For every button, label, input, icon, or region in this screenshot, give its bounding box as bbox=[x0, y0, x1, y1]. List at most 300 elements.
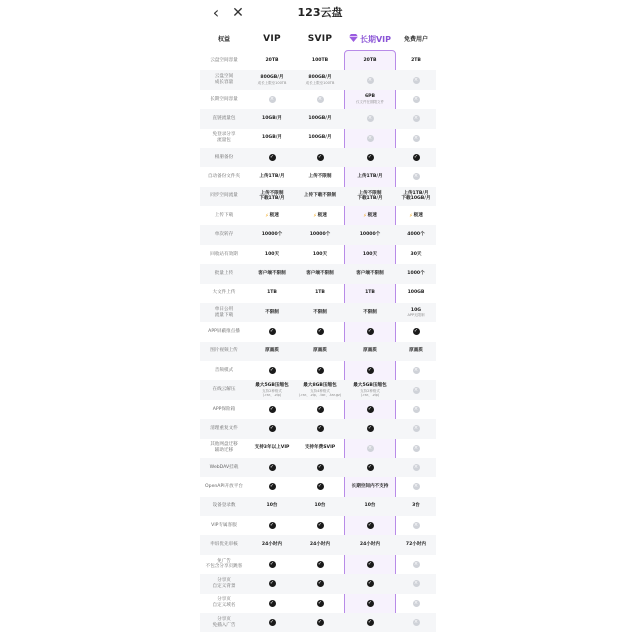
cell-value: 上传下载不限制 bbox=[303, 193, 337, 199]
cell-value: 100天 bbox=[264, 251, 280, 257]
cell-value: 30天 bbox=[410, 251, 422, 257]
svip-cell bbox=[296, 167, 344, 186]
vip-cell bbox=[248, 361, 296, 380]
svip-cell bbox=[296, 303, 344, 322]
check-icon: ✓ bbox=[413, 328, 419, 335]
cell-value: 10台 bbox=[266, 503, 278, 509]
unavailable-icon: × bbox=[413, 522, 419, 529]
check-icon: ✓ bbox=[317, 328, 323, 335]
cell-value: 最大8GB压缩包 bbox=[303, 382, 337, 388]
long-cell bbox=[344, 613, 396, 632]
vip-cell bbox=[248, 245, 296, 264]
lightning-icon: ⚡ bbox=[265, 212, 269, 219]
check-icon: ✓ bbox=[269, 464, 275, 471]
cell-value: 100GB/月 bbox=[308, 135, 332, 141]
svip-cell bbox=[296, 516, 344, 535]
cell-value: 最大5GB压缩包 bbox=[255, 382, 289, 388]
free-cell bbox=[396, 516, 436, 535]
long-cell bbox=[344, 497, 396, 516]
vip-cell bbox=[248, 458, 296, 477]
table-row bbox=[200, 167, 436, 186]
unavailable-icon: × bbox=[413, 619, 419, 626]
unavailable-icon: × bbox=[367, 444, 373, 451]
check-icon: ✓ bbox=[367, 425, 373, 432]
unavailable-icon: × bbox=[413, 173, 419, 180]
check-icon: ✓ bbox=[367, 328, 373, 335]
table-row bbox=[200, 497, 436, 516]
check-icon: ✓ bbox=[269, 560, 275, 567]
svip-cell bbox=[296, 70, 344, 89]
feature-label: APP保险箱 bbox=[212, 406, 236, 412]
svip-cell bbox=[296, 264, 344, 283]
cell-value: 100天 bbox=[312, 251, 328, 257]
feature-label: 单日公用 流量下载 bbox=[214, 306, 234, 318]
cell-value: 不限制 bbox=[313, 309, 327, 315]
long-cell bbox=[344, 187, 396, 206]
cell-value: 4000个 bbox=[407, 232, 425, 238]
cell-value: 1TB bbox=[315, 290, 325, 296]
table-row bbox=[200, 322, 436, 341]
vip-cell bbox=[248, 380, 296, 399]
cell-value: 10GB/月 bbox=[262, 115, 282, 121]
long-cell bbox=[344, 225, 396, 244]
table-row bbox=[200, 342, 436, 361]
unavailable-icon: × bbox=[367, 115, 373, 122]
feature-label: 批量上传 bbox=[214, 270, 234, 276]
cell-value: 2TB bbox=[411, 57, 421, 63]
check-icon: ✓ bbox=[367, 154, 373, 161]
long-cell bbox=[344, 167, 396, 186]
cell-value: 客户端不限制 bbox=[258, 270, 286, 276]
free-cell bbox=[396, 167, 436, 186]
comparison-table bbox=[200, 51, 436, 632]
vip-cell bbox=[248, 148, 296, 167]
long-cell bbox=[344, 400, 396, 419]
free-cell bbox=[396, 594, 436, 613]
table-row bbox=[200, 51, 436, 70]
check-icon: ✓ bbox=[269, 154, 275, 161]
speed-text: 极速 bbox=[367, 212, 377, 218]
long-cell bbox=[344, 477, 396, 496]
svip-cell bbox=[296, 594, 344, 613]
table-row bbox=[200, 439, 436, 458]
check-icon: ✓ bbox=[317, 405, 323, 412]
free-cell bbox=[396, 129, 436, 148]
table-row bbox=[200, 264, 436, 283]
free-cell bbox=[396, 51, 436, 70]
free-cell bbox=[396, 380, 436, 399]
table-row bbox=[200, 187, 436, 206]
cell-value: 20TB bbox=[265, 57, 279, 63]
vip-cell bbox=[248, 109, 296, 128]
long-cell bbox=[344, 303, 396, 322]
vip-cell bbox=[248, 342, 296, 361]
cell-value: 3台 bbox=[412, 503, 420, 509]
cell-value: 上传1TB/月 下载10GB/月 bbox=[401, 190, 431, 202]
vip-cell bbox=[248, 167, 296, 186]
check-icon: ✓ bbox=[269, 522, 275, 529]
long-cell bbox=[344, 574, 396, 593]
long-cell bbox=[344, 380, 396, 399]
long-cell bbox=[344, 264, 396, 283]
check-icon: ✓ bbox=[413, 154, 419, 161]
table-row bbox=[200, 535, 436, 554]
feature-label: 云盘空间容量 bbox=[210, 57, 238, 63]
feature-label: 免登录分享 流量包 bbox=[212, 132, 236, 144]
cell-note: 成长上限至100TB bbox=[305, 80, 335, 85]
cell-value: 不限制 bbox=[265, 309, 279, 315]
cell-value: 100GB bbox=[407, 290, 425, 296]
long-cell bbox=[344, 109, 396, 128]
cell-value: 10GB/月 bbox=[262, 135, 282, 141]
cell-value: 上传1TB/月 bbox=[357, 174, 383, 180]
check-icon: ✓ bbox=[317, 464, 323, 471]
table-row bbox=[200, 90, 436, 109]
table-row bbox=[200, 129, 436, 148]
vip-cell bbox=[248, 555, 296, 574]
cell-note: 支持2种格式 (.rar、.zip) bbox=[262, 388, 282, 397]
unavailable-icon: × bbox=[413, 560, 419, 567]
unavailable-icon: × bbox=[317, 95, 323, 102]
long-cell bbox=[344, 361, 396, 380]
column-header-vip: VIP bbox=[263, 34, 281, 44]
cell-value: 支持年费SVIP bbox=[304, 445, 336, 451]
vip-cell bbox=[248, 129, 296, 148]
check-icon: ✓ bbox=[317, 580, 323, 587]
check-icon: ✓ bbox=[367, 619, 373, 626]
unavailable-icon: × bbox=[413, 115, 419, 122]
table-row bbox=[200, 206, 436, 225]
speed-badge bbox=[363, 213, 377, 219]
free-cell bbox=[396, 148, 436, 167]
cell-note: 支持2种格式 (.rar、.zip) bbox=[360, 388, 380, 397]
check-icon: ✓ bbox=[367, 367, 373, 374]
cell-value: 10台 bbox=[364, 503, 376, 509]
check-icon: ✓ bbox=[269, 619, 275, 626]
long-cell bbox=[344, 245, 396, 264]
check-icon: ✓ bbox=[269, 405, 275, 412]
vip-cell bbox=[248, 90, 296, 109]
feature-label: 回收站有效期 bbox=[210, 251, 238, 257]
cell-value: 原画质 bbox=[265, 348, 279, 354]
column-header-long-vip bbox=[344, 31, 396, 48]
long-cell bbox=[344, 284, 396, 303]
table-row bbox=[200, 516, 436, 535]
feature-label: 同步空间流量 bbox=[210, 193, 238, 199]
check-icon: ✓ bbox=[317, 154, 323, 161]
free-cell bbox=[396, 555, 436, 574]
unavailable-icon: × bbox=[413, 405, 419, 412]
table-row bbox=[200, 419, 436, 438]
vip-cell bbox=[248, 516, 296, 535]
long-cell bbox=[344, 90, 396, 109]
free-cell bbox=[396, 497, 436, 516]
unavailable-icon: × bbox=[413, 95, 419, 102]
feature-label: 免广告 不包含分享页跳客 bbox=[205, 558, 243, 570]
long-cell bbox=[344, 535, 396, 554]
free-cell bbox=[396, 70, 436, 89]
unavailable-icon: × bbox=[413, 76, 419, 83]
unavailable-icon: × bbox=[413, 483, 419, 490]
free-cell bbox=[396, 284, 436, 303]
feature-label: APP屏蔽推点播 bbox=[208, 329, 240, 335]
free-cell bbox=[396, 574, 436, 593]
check-icon: ✓ bbox=[367, 464, 373, 471]
cell-value: 100TB bbox=[311, 57, 329, 63]
free-cell bbox=[396, 458, 436, 477]
unavailable-icon: × bbox=[413, 134, 419, 141]
cell-value: 上传不限制 下载1TB/月 bbox=[357, 190, 383, 202]
diamond-icon bbox=[349, 31, 358, 48]
long-cell bbox=[344, 458, 396, 477]
svip-cell bbox=[296, 419, 344, 438]
svip-cell bbox=[296, 109, 344, 128]
feature-label: 上传下载 bbox=[214, 212, 234, 218]
vip-cell bbox=[248, 497, 296, 516]
vip-cell bbox=[248, 51, 296, 70]
unavailable-icon: × bbox=[413, 464, 419, 471]
long-cell bbox=[344, 148, 396, 167]
free-cell bbox=[396, 342, 436, 361]
unavailable-icon: × bbox=[367, 76, 373, 83]
feature-label: 音频模式 bbox=[214, 367, 234, 373]
cell-value: 客户端不限制 bbox=[356, 270, 384, 276]
svip-cell bbox=[296, 439, 344, 458]
table-row bbox=[200, 225, 436, 244]
svip-cell bbox=[296, 51, 344, 70]
chevron-left-icon[interactable]: ‹ bbox=[212, 3, 220, 22]
check-icon: ✓ bbox=[317, 425, 323, 432]
check-icon: ✓ bbox=[367, 580, 373, 587]
cell-value: 10000个 bbox=[359, 232, 381, 238]
unavailable-icon: × bbox=[413, 425, 419, 432]
svip-cell bbox=[296, 245, 344, 264]
long-cell bbox=[344, 70, 396, 89]
cell-value: 上传不限制 bbox=[308, 174, 332, 180]
vip-cell bbox=[248, 613, 296, 632]
page-title: 123云盘 bbox=[297, 6, 343, 19]
long-cell bbox=[344, 342, 396, 361]
cell-note: 成长上限至100TB bbox=[257, 80, 287, 85]
table-row bbox=[200, 148, 436, 167]
feature-label: 大文件上传 bbox=[212, 290, 236, 296]
feature-label: 云盘空间 成长容量 bbox=[214, 74, 234, 86]
cell-value: 支持3年以上VIP bbox=[254, 445, 290, 451]
vip-cell bbox=[248, 439, 296, 458]
svip-cell bbox=[296, 148, 344, 167]
free-cell bbox=[396, 187, 436, 206]
cell-value: 72小时内 bbox=[405, 542, 427, 548]
long-cell bbox=[344, 206, 396, 225]
check-icon: ✓ bbox=[269, 328, 275, 335]
feature-label: 其他网盘迁移 辅助迁移 bbox=[210, 442, 238, 454]
svip-cell bbox=[296, 535, 344, 554]
table-row bbox=[200, 361, 436, 380]
long-cell bbox=[344, 51, 396, 70]
svip-cell bbox=[296, 361, 344, 380]
free-cell bbox=[396, 245, 436, 264]
svip-cell bbox=[296, 342, 344, 361]
feature-label: OpenAPI开放平台 bbox=[205, 484, 243, 490]
feature-label: 申诉优先审核 bbox=[210, 542, 238, 548]
unavailable-icon: × bbox=[269, 95, 275, 102]
feature-label: WebDAV挂载 bbox=[209, 464, 239, 470]
free-cell bbox=[396, 613, 436, 632]
cell-value: 10000个 bbox=[309, 232, 331, 238]
check-icon: ✓ bbox=[317, 619, 323, 626]
speed-badge bbox=[313, 213, 327, 219]
table-row bbox=[200, 477, 436, 496]
vip-cell bbox=[248, 574, 296, 593]
table-row bbox=[200, 380, 436, 399]
unavailable-icon: × bbox=[367, 134, 373, 141]
long-vip-label: 长期VIP bbox=[359, 35, 392, 44]
cell-value: 10台 bbox=[314, 503, 326, 509]
cell-value: 10000个 bbox=[261, 232, 283, 238]
speed-badge bbox=[409, 213, 423, 219]
free-cell bbox=[396, 264, 436, 283]
cell-value: 客户端不限制 bbox=[306, 270, 334, 276]
free-cell bbox=[396, 225, 436, 244]
svip-cell bbox=[296, 555, 344, 574]
table-row bbox=[200, 594, 436, 613]
close-icon[interactable]: ✕ bbox=[232, 5, 244, 21]
svip-cell bbox=[296, 322, 344, 341]
check-icon: ✓ bbox=[367, 522, 373, 529]
svip-cell bbox=[296, 477, 344, 496]
table-row bbox=[200, 245, 436, 264]
check-icon: ✓ bbox=[317, 560, 323, 567]
table-row bbox=[200, 303, 436, 322]
free-cell bbox=[396, 361, 436, 380]
cell-value: 20TB bbox=[363, 57, 377, 63]
free-cell bbox=[396, 477, 436, 496]
cell-value: 6PB bbox=[364, 94, 376, 100]
lightning-icon: ⚡ bbox=[409, 212, 413, 219]
svip-cell bbox=[296, 458, 344, 477]
feature-label: 在线云解压 bbox=[212, 387, 236, 393]
lightning-icon: ⚡ bbox=[313, 212, 317, 219]
svip-cell bbox=[296, 284, 344, 303]
free-cell bbox=[396, 419, 436, 438]
cell-value: 不限制 bbox=[363, 309, 377, 315]
cell-value: 24小时内 bbox=[359, 542, 381, 548]
check-icon: ✓ bbox=[317, 522, 323, 529]
vip-cell bbox=[248, 477, 296, 496]
speed-text: 极速 bbox=[317, 212, 327, 218]
vip-cell bbox=[248, 535, 296, 554]
svip-cell bbox=[296, 613, 344, 632]
vip-cell bbox=[248, 303, 296, 322]
free-cell bbox=[396, 439, 436, 458]
vip-cell bbox=[248, 594, 296, 613]
table-row bbox=[200, 574, 436, 593]
feature-label: 长期空间容量 bbox=[210, 96, 238, 102]
svip-cell bbox=[296, 497, 344, 516]
cell-value: 上传不限制 下载1TB/月 bbox=[259, 190, 285, 202]
cell-note: APP无限制 bbox=[407, 313, 425, 318]
feature-label: 图片视频上传 bbox=[210, 348, 238, 354]
cell-value: 1000个 bbox=[407, 270, 425, 276]
long-cell bbox=[344, 419, 396, 438]
vip-cell bbox=[248, 400, 296, 419]
svip-cell bbox=[296, 574, 344, 593]
cell-value: 长期空间内不支持 bbox=[351, 484, 389, 490]
unavailable-icon: × bbox=[413, 367, 419, 374]
table-row bbox=[200, 400, 436, 419]
unavailable-icon: × bbox=[413, 386, 419, 393]
table-row bbox=[200, 613, 436, 632]
cell-note: 支持4种格式 (.rar、.zip、.tar、.tar.gz) bbox=[298, 388, 342, 397]
unavailable-icon: × bbox=[413, 599, 419, 606]
cell-value: 1TB bbox=[267, 290, 277, 296]
cell-value: 800GB/月 bbox=[308, 75, 332, 80]
long-cell bbox=[344, 129, 396, 148]
cell-value: 100天 bbox=[362, 251, 378, 257]
cell-value: 上传1TB/月 bbox=[259, 174, 285, 180]
top-bar bbox=[0, 0, 640, 26]
free-cell bbox=[396, 322, 436, 341]
svip-cell bbox=[296, 206, 344, 225]
long-cell bbox=[344, 555, 396, 574]
cell-value: 原画质 bbox=[363, 348, 377, 354]
vip-cell bbox=[248, 322, 296, 341]
svip-cell bbox=[296, 225, 344, 244]
vip-cell bbox=[248, 284, 296, 303]
check-icon: ✓ bbox=[367, 599, 373, 606]
cell-value: 最大5GB压缩包 bbox=[353, 382, 387, 388]
cell-value: 24小时内 bbox=[309, 542, 331, 548]
speed-text: 极速 bbox=[269, 212, 279, 218]
svip-cell bbox=[296, 187, 344, 206]
check-icon: ✓ bbox=[269, 367, 275, 374]
check-icon: ✓ bbox=[317, 599, 323, 606]
check-icon: ✓ bbox=[269, 483, 275, 490]
cell-note: 仅文件在期限文件 bbox=[356, 100, 384, 105]
check-icon: ✓ bbox=[269, 425, 275, 432]
column-header-svip: SVIP bbox=[307, 34, 333, 44]
feature-label: 直链流量包 bbox=[212, 115, 236, 121]
feature-label: VIP专属客服 bbox=[211, 522, 237, 528]
long-cell bbox=[344, 439, 396, 458]
check-icon: ✓ bbox=[367, 560, 373, 567]
free-cell bbox=[396, 206, 436, 225]
feature-label: 相册备份 bbox=[214, 154, 234, 160]
vip-cell bbox=[248, 206, 296, 225]
lightning-icon: ⚡ bbox=[363, 212, 367, 219]
speed-text: 极速 bbox=[413, 212, 423, 218]
svip-cell bbox=[296, 90, 344, 109]
check-icon: ✓ bbox=[367, 405, 373, 412]
free-cell bbox=[396, 109, 436, 128]
long-cell bbox=[344, 516, 396, 535]
feature-label: 分享页 自定义域名 bbox=[212, 597, 236, 609]
feature-label: 分享页 免插入广告 bbox=[212, 616, 236, 628]
vip-cell bbox=[248, 187, 296, 206]
long-cell bbox=[344, 322, 396, 341]
feature-label: 清理重复文件 bbox=[210, 425, 238, 431]
svip-cell bbox=[296, 400, 344, 419]
speed-badge bbox=[265, 213, 279, 219]
table-row bbox=[200, 109, 436, 128]
check-icon: ✓ bbox=[317, 483, 323, 490]
long-cell bbox=[344, 594, 396, 613]
free-cell bbox=[396, 90, 436, 109]
cell-value: 1TB bbox=[365, 290, 375, 296]
vip-cell bbox=[248, 264, 296, 283]
free-cell bbox=[396, 535, 436, 554]
cell-value: 10G bbox=[410, 307, 422, 313]
